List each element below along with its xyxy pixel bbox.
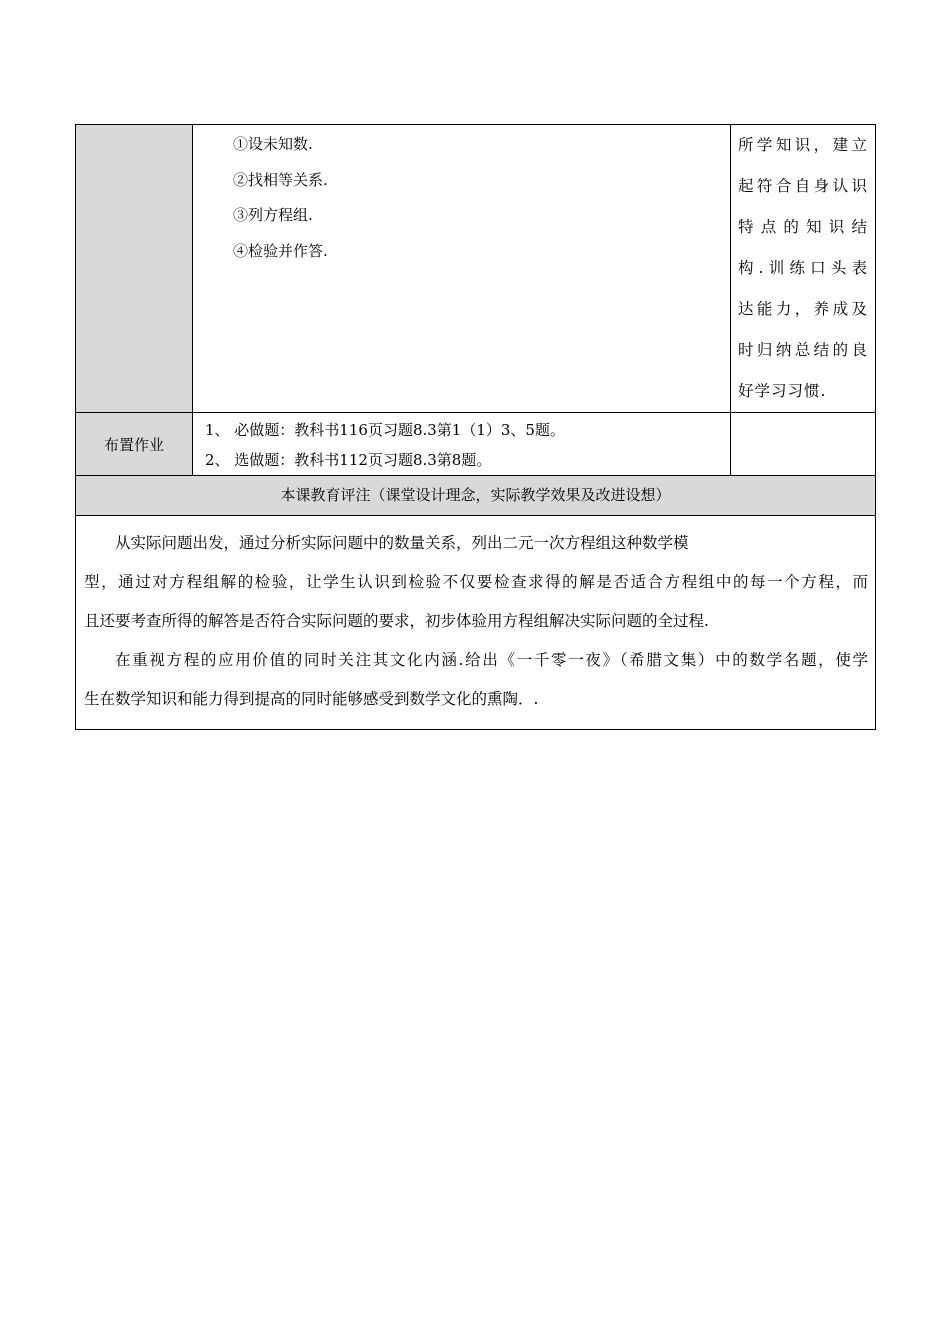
homework-cell (193, 413, 731, 476)
design-note-line: 所学知识，建立 (738, 136, 868, 154)
steps-list (233, 127, 328, 269)
evaluation-line: 从实际问题出发，通过分析实际问题中的数量关系，列出二元一次方程组这种数学模 (115, 534, 689, 552)
design-note-line: 构.训练口头表 (738, 259, 868, 277)
homework-item: 2、 选做题：教科书112页习题8.3第8题。 (205, 451, 492, 469)
evaluation-body (76, 516, 876, 730)
homework-row (76, 413, 876, 476)
design-note-line: 起符合自身认识 (738, 177, 868, 195)
evaluation-line: 型，通过对方程组解的检验，让学生认识到检验不仅要检查求得的解是否适合方程组中的每一个方程，而 (84, 573, 868, 591)
evaluation-line: 且还要考查所得的解答是否符合实际问题的要求，初步体验用方程组解决实际问题的全过程. (84, 612, 709, 630)
evaluation-body-row (76, 516, 876, 730)
evaluation-heading-row (76, 476, 876, 516)
design-note-line: 时归纳总结的良 (738, 341, 868, 359)
evaluation-line: 生在数学知识和能力得到提高的同时能够感受到数学文化的熏陶．. (84, 690, 539, 708)
homework-item: 1、 必做题：教科书116页习题8.3第1（1）3、5题。 (205, 421, 565, 439)
step-item: ④检验并作答. (233, 241, 328, 260)
summary-row (76, 125, 876, 413)
homework-label: 布置作业 (76, 413, 193, 476)
design-note-line: 好学习习惯. (738, 382, 827, 400)
evaluation-heading: 本课教育评注（课堂设计理念，实际教学效果及改进设想） (76, 476, 876, 516)
step-item: ①设未知数. (233, 135, 313, 153)
evaluation-line: 在重视方程的应用价值的同时关注其文化内涵.给出《一千零一夜》（希腊文集）中的数学名题，使学 (115, 651, 868, 669)
steps-cell (193, 125, 731, 413)
homework-note-cell (731, 413, 876, 476)
design-note-line: 达能力，养成及 (738, 300, 868, 318)
summary-label-cell (76, 125, 193, 413)
step-item: ②找相等关系. (233, 170, 328, 189)
design-note-cell (731, 125, 876, 413)
step-item: ③列方程组. (233, 206, 313, 224)
design-note-line: 特点的知识结 (738, 218, 868, 236)
lesson-plan-table (75, 124, 876, 730)
